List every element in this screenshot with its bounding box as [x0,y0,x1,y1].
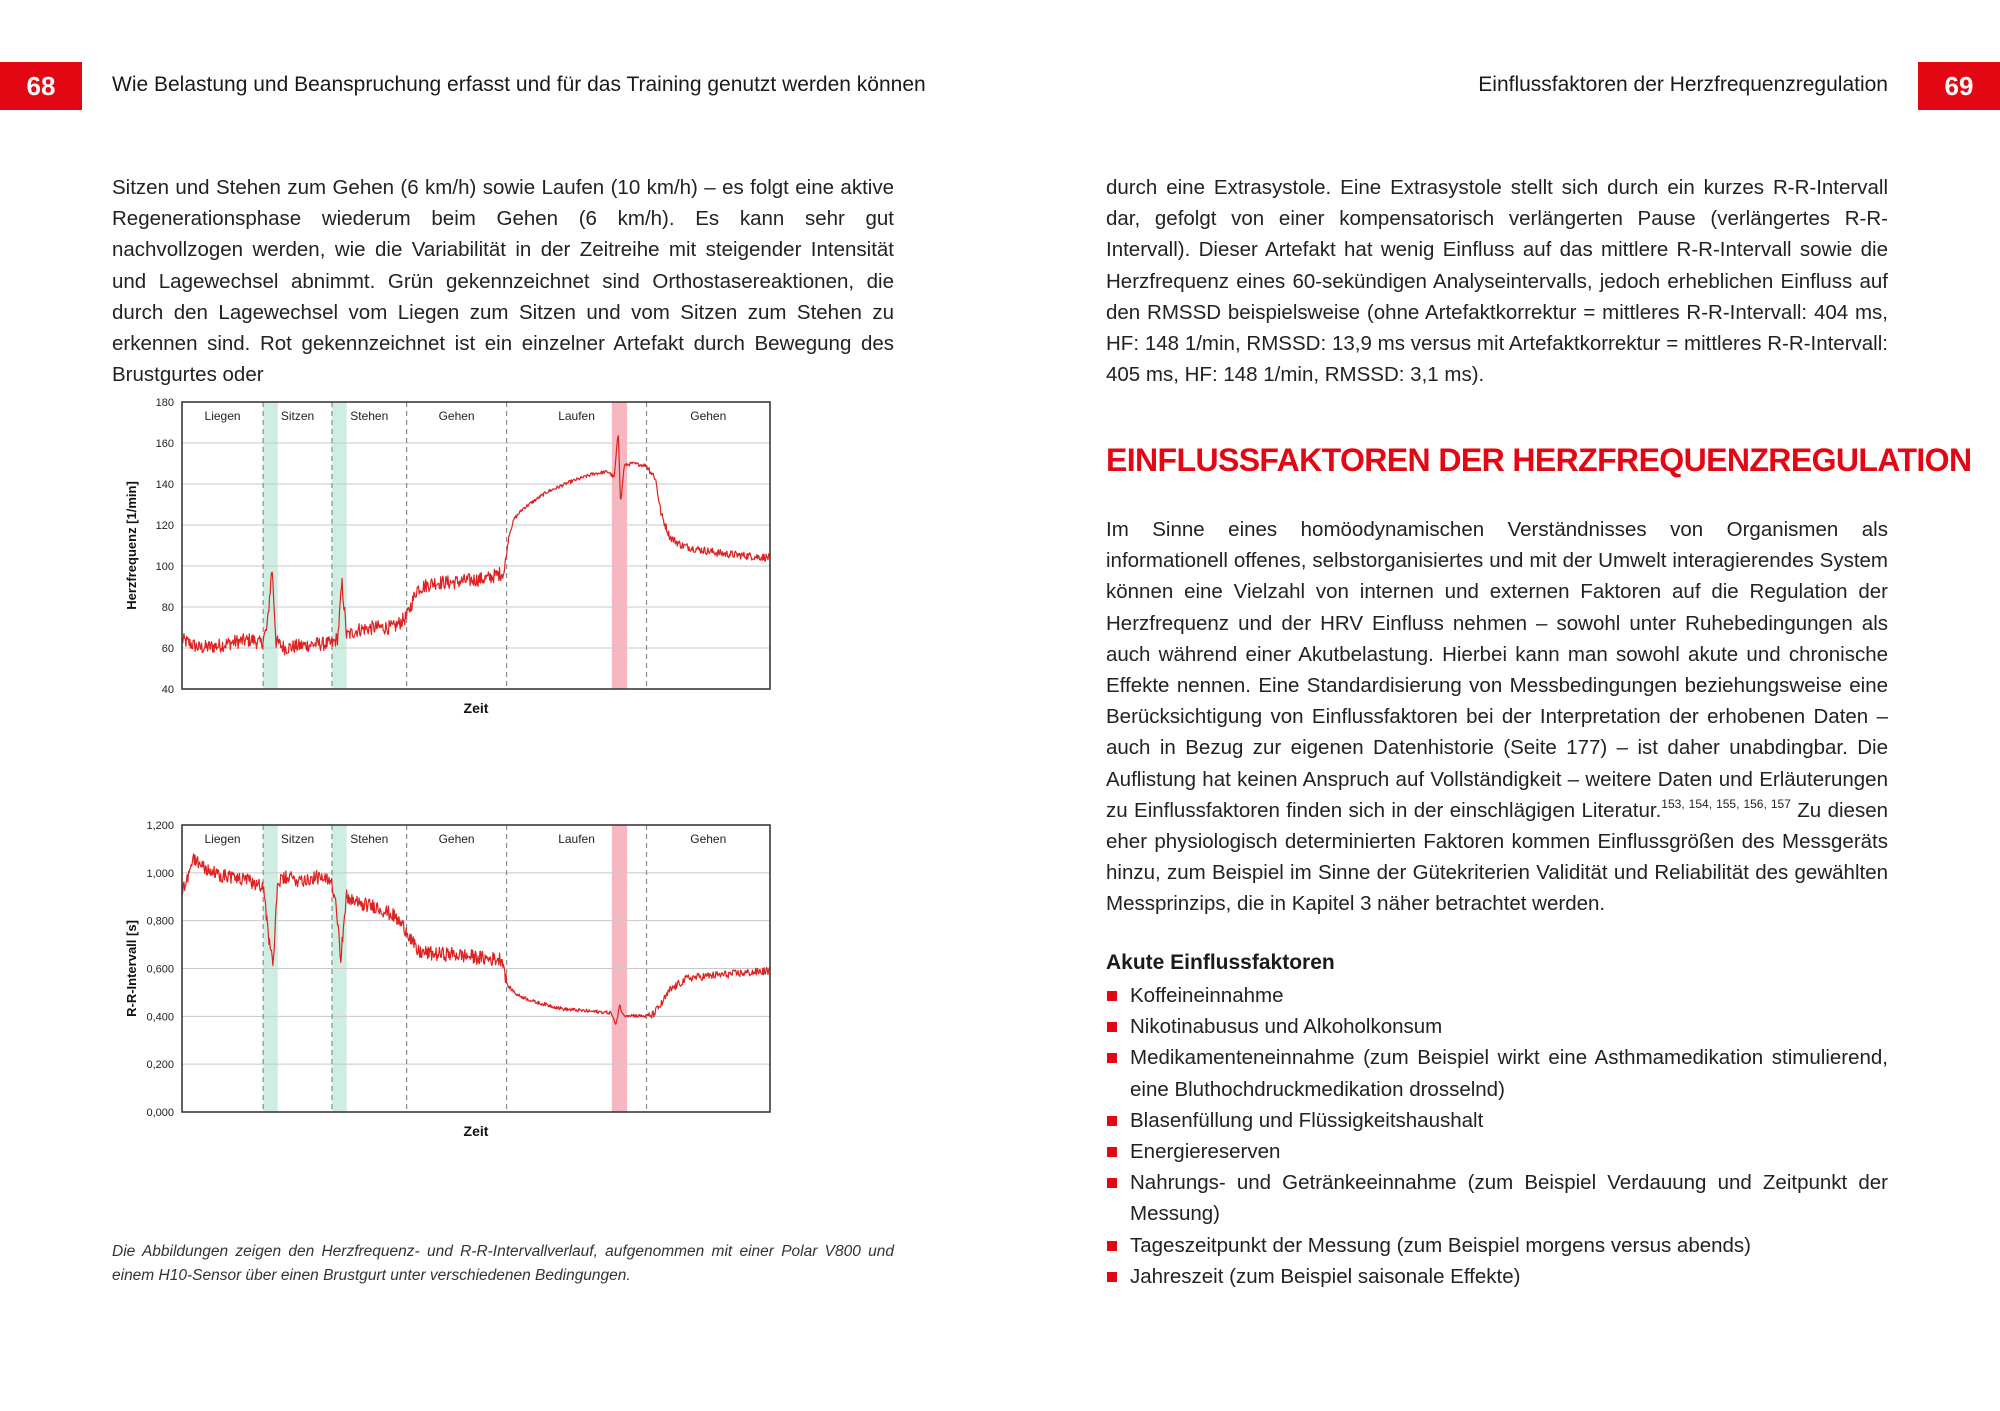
y-tick-label: 0,800 [146,915,174,928]
square-bullet-icon [1107,1147,1117,1157]
list-item-text: Medikamenteneinnahme (zum Beispiel wirkt eine Asthmamedikation stimulierend, eine Bluthochdruckmedikation drosselnd) [1130,1046,1888,1101]
intro-paragraph: Sitzen und Stehen zum Gehen (6 km/h) sowie Laufen (10 km/h) – es folgt eine aktive Regenerationsphase wiederum beim Gehen (6 km/h). Es kann sehr gut nachvollzogen werden, wie die Variabilität in der Zeitreihe mit steigender Intensität und Lagewechsel abnimmt. Grün gekennzeichnet sind Orthostasereaktionen, die durch den Lagewechsel vom Liegen zum Sitzen und vom Sitzen zum Stehen zu erkennen sind. Rot gekennzeichnet ist ein einzelner Artefakt durch Bewegung des Brustgurtes oder [112,176,894,387]
y-tick-label: 120 [155,520,174,532]
figure-caption: Die Abbildungen zeigen den Herzfrequenz- und R-R-Intervallverlauf, aufgenommen mit einer Polar V800 und einem H10-Sensor über einen Brustgurt unter verschiedenen Bedingungen. [112,1243,894,1284]
phase-label: Stehen [350,409,389,423]
square-bullet-icon [1107,1053,1117,1063]
acute-factors-heading: Akute Einflussfaktoren [1106,951,1335,974]
phase-label: Laufen [558,832,595,846]
list-item [1106,980,1888,1011]
list-item-text: Nahrungs- und Getränkeeinnahme (zum Beispiel Verdauung und Zeitpunkt der Messung) [1130,1171,1888,1226]
list-item [1106,1042,1888,1104]
list-item-text: Jahreszeit (zum Beispiel saisonale Effekte) [1130,1264,1521,1288]
y-tick-label: 180 [155,397,174,409]
list-item [1106,1167,1888,1229]
phase-label: Sitzen [280,409,315,423]
body-paragraph [1106,514,1888,920]
y-tick-label: 0,600 [146,963,174,976]
list-item-text: Energiereserven [1130,1140,1281,1164]
phase-label: Sitzen [280,832,315,846]
list-item-text: Koffeineinnahme [1130,984,1284,1007]
orthostatic-band-1 [332,402,347,689]
phase-label: Gehen [438,409,475,423]
y-tick-label: 40 [161,684,174,696]
list-item [1106,1230,1888,1261]
y-tick-label: 140 [155,479,174,491]
acute-factors-list [1106,980,1888,1292]
x-axis-title: Zeit [463,1123,489,1139]
y-tick-label: 100 [155,561,174,573]
square-bullet-icon [1107,991,1117,1001]
y-tick-label: 0,000 [146,1107,174,1119]
y-tick-label: 0,400 [146,1011,174,1024]
right-running-head: Einflussfaktoren der Herzfrequenzregulation [1478,73,1888,96]
y-tick-label: 80 [161,602,174,614]
list-item-text: Nikotinabusus und Alkoholkonsum [1130,1015,1443,1039]
square-bullet-icon [1107,1178,1117,1188]
square-bullet-icon [1107,1116,1117,1126]
y-tick-label: 160 [155,438,174,450]
heart-rate-chart [112,395,902,805]
body-paragraph-part2: Zu diesen eher physiologisch determinierten Faktoren kommen Einflussgrößen des Messgeräts hinzu, zum Beispiel im Sinne der Gütekriterien Validität und Reliabilität des gewählten Messprinzips, die in Kapitel 3 näher betrachtet werden. [1106,798,1888,916]
phase-label: Gehen [690,409,727,423]
list-item-text: Tageszeitpunkt der Messung (zum Beispiel morgens versus abends) [1130,1233,1751,1257]
phase-label: Liegen [204,832,241,846]
list-item-text: Blasenfüllung und Flüssigkeitshaushalt [1130,1108,1484,1132]
phase-label: Liegen [204,409,241,423]
right-page-number: 69 [1918,62,2000,110]
list-item [1106,1261,1888,1292]
body-paragraph-part1: Im Sinne eines homöodynamischen Verständnisses von Organismen als informationell offenes, selbstorganisiertes und mit der Umwelt interagierendes System können eine Vielzahl von internen und externen Faktoren auf die Regulation der Herzfrequenz und der HRV Einfluss nehmen – sowohl unter Ruhebedingungen als auch während einer Akutbelastung. Hierbei kann man sowohl akute und chronische Effekte nennen. Eine Standardisierung von Messbedingungen beziehungsweise eine Berücksichtigung von Einflussfaktoren bei der Interpretation der erhobenen Daten – auch in Bezug zur eigenen Datenhistorie (Seite 177) – ist daher unabdingbar. Die Auflistung hat keinen Anspruch auf Vollständigkeit – weitere Daten und Erläuterungen zu Einflussfaktoren finden sich in der einschlägigen Literatur. [1106,518,1888,822]
left-running-head: Wie Belastung und Beanspruchung erfasst und für das Training genutzt werden können [112,73,926,96]
list-item [1106,1136,1888,1167]
artefact-band-2 [612,402,627,689]
y-tick-label: 1,200 [146,820,174,832]
phase-label: Laufen [558,409,595,423]
y-axis-title: Herzfrequenz [1/min] [124,481,139,610]
x-axis-title: Zeit [463,700,489,716]
y-tick-label: 0,200 [146,1059,174,1072]
phase-label: Stehen [350,832,389,846]
phase-label: Gehen [438,832,475,846]
square-bullet-icon [1107,1241,1117,1251]
list-item [1106,1105,1888,1136]
phase-label: Gehen [690,832,727,846]
continuation-paragraph: durch eine Extrasystole. Eine Extrasystole stellt sich durch ein kurzes R-R-Intervall dar, gefolgt von einer kompensatorisch verlängerten Pause (verlängertes R-R-Intervall). Dieser Artefakt hat wenig Einfluss auf das mittlere R-R-Intervall sowie die Herzfrequenz eines 60-sekündigen Analyseintervalls, jedoch erheblichen Einfluss auf den RMSSD beispielsweise (ohne Artefaktkorrektur = mittleres R-R-Intervall: 404 ms, HF: 148 1/min, RMSSD: 13,9 ms versus mit Artefaktkorrektur = mittleres R-R-Intervall: 405 ms, HF: 148 1/min, RMSSD: 3,1 ms). [1106,176,1888,387]
section-heading: EINFLUSSFAKTOREN DER HERZFREQUENZREGULATION [1106,442,1972,478]
citation-refs: 153, 154, 155, 156, 157 [1661,796,1791,811]
square-bullet-icon [1107,1272,1117,1282]
left-page-number: 68 [0,62,82,110]
y-tick-label: 60 [161,643,174,655]
rr-interval-chart [112,818,902,1228]
list-item [1106,1011,1888,1042]
y-axis-title: R-R-Intervall [s] [124,920,139,1017]
square-bullet-icon [1107,1022,1117,1032]
y-tick-label: 1,000 [146,867,174,880]
